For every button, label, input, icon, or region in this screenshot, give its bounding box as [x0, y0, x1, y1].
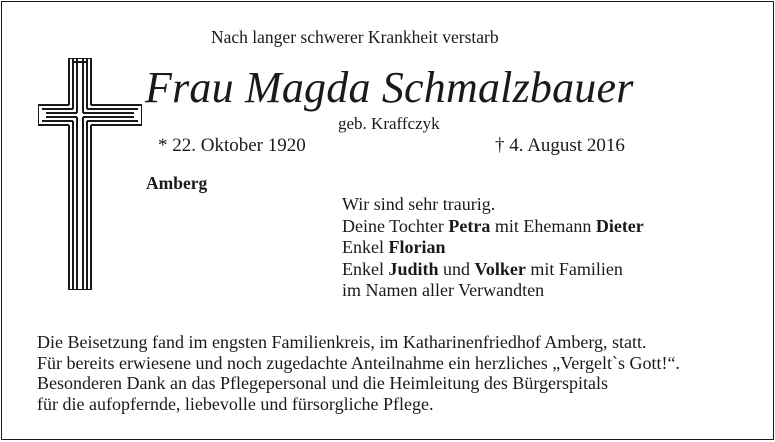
- mourner-name: Dieter: [595, 215, 644, 236]
- death-date: † 4. August 2016: [495, 135, 625, 156]
- deceased-name: Frau Magda Schmalzbauer: [145, 63, 634, 112]
- mourners-line-5: im Namen aller Verwandten: [342, 280, 545, 300]
- mourners-text: Enkel: [342, 258, 389, 279]
- mourners-line-4: [342, 259, 644, 281]
- closing-text: [37, 332, 680, 414]
- closing-line: Die Beisetzung fand im engsten Familienkreis, im Katharinenfriedhof Amberg, statt.: [37, 332, 647, 352]
- closing-line: Für bereits erwiesene und noch zugedachte Anteilnahme ein herzliches „Vergelt`s Gott!“.: [37, 352, 680, 373]
- mourners-text: und: [438, 258, 475, 279]
- mourners-line-3: [342, 237, 644, 259]
- mourners-line-2: [342, 216, 644, 238]
- closing-line: für die aufopfernde, liebevolle und fürsorgliche Pflege.: [37, 393, 434, 414]
- mourner-name: Florian: [388, 237, 446, 257]
- mourner-name: Volker: [474, 258, 526, 279]
- obituary-notice: [1, 1, 774, 440]
- latin-cross-icon: [38, 58, 142, 290]
- mourners-text: mit Ehemann: [490, 215, 596, 236]
- mourners-block: [342, 194, 644, 302]
- mourners-text: mit Familien: [525, 258, 623, 279]
- mourners-text: Deine Tochter: [342, 215, 449, 236]
- birth-date: * 22. Oktober 1920: [158, 135, 306, 156]
- mourners-text: Enkel: [342, 237, 389, 257]
- closing-line: Besonderen Dank an das Pflegepersonal und die Heimleitung des Bürgerspitals: [37, 373, 609, 393]
- mourner-name: Petra: [448, 215, 491, 236]
- mourner-name: Judith: [388, 258, 439, 279]
- maiden-name: geb. Kraffczyk: [338, 114, 440, 133]
- intro-text: Nach langer schwerer Krankheit verstarb: [211, 27, 499, 47]
- place-name: Amberg: [146, 173, 208, 193]
- mourners-line-1: Wir sind sehr traurig.: [342, 194, 496, 214]
